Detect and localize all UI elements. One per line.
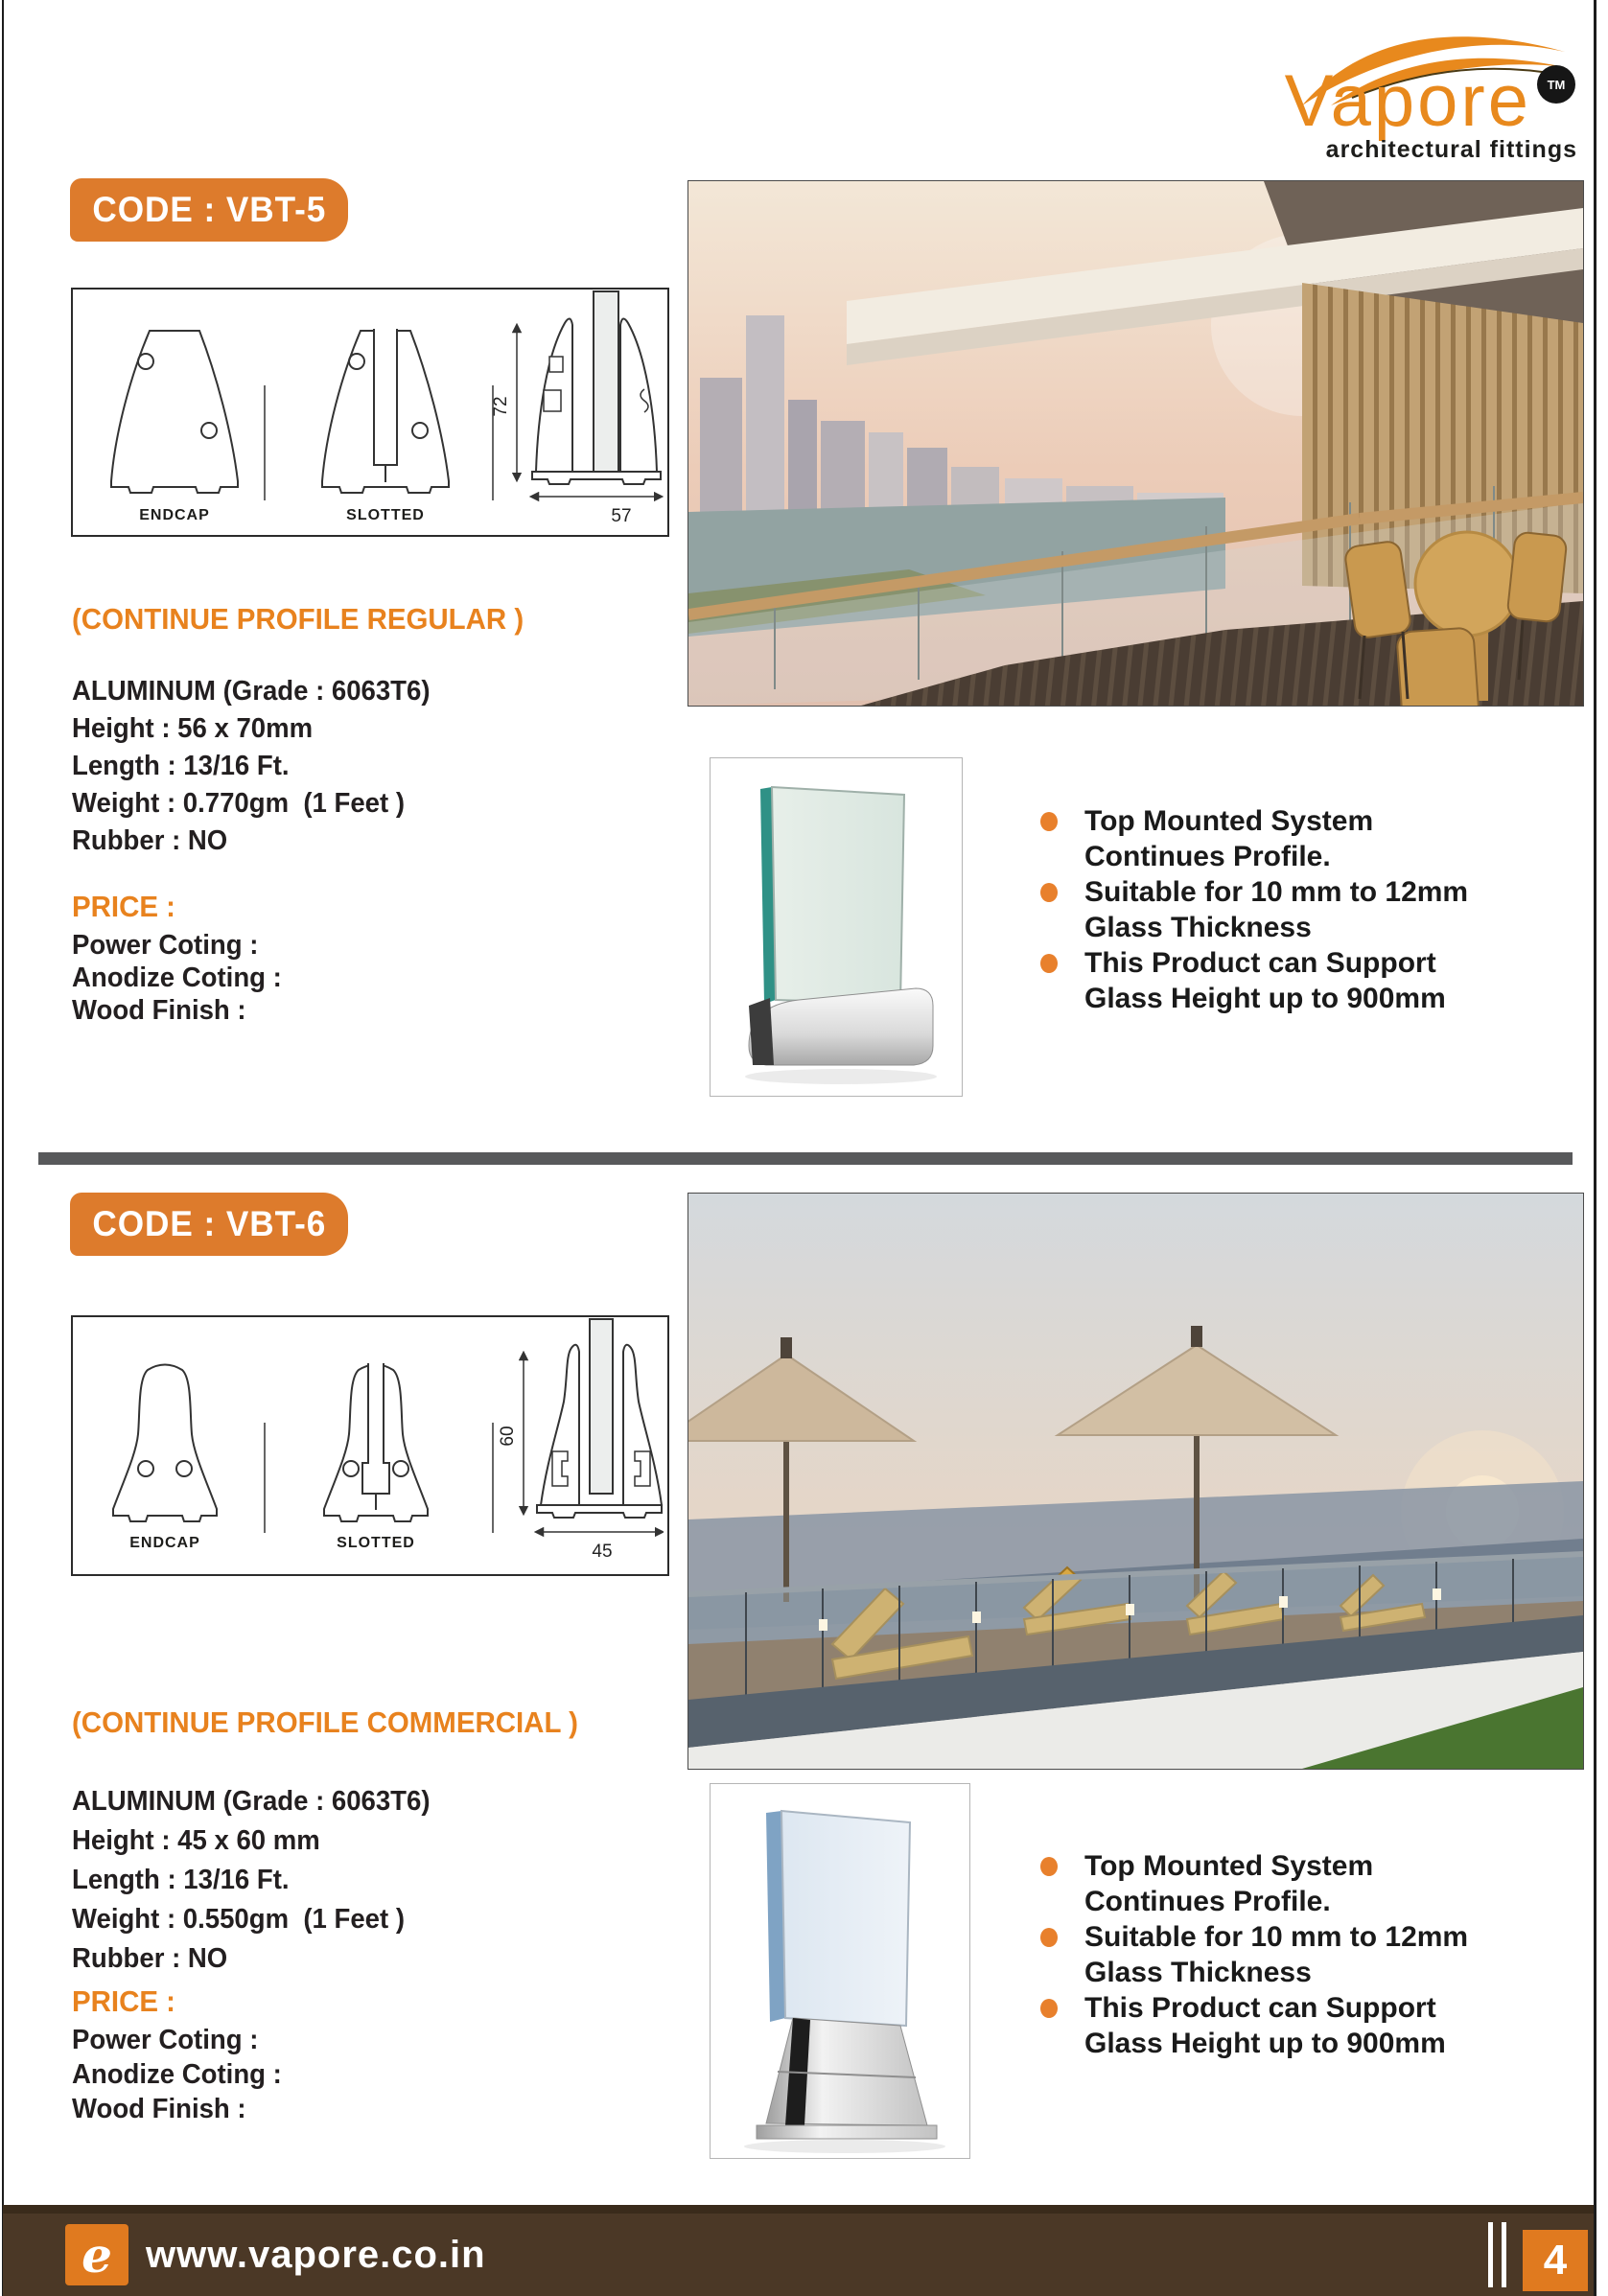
price-anodize-vbt5: Anodize Coting : <box>72 962 282 993</box>
feature-line: Top Mounted System <box>1084 1850 1374 1882</box>
technical-drawing-vbt5 <box>71 288 669 537</box>
profile-heading-vbt5: (CONTINUE PROFILE REGULAR ) <box>72 602 524 636</box>
cross-section-drawing <box>498 1319 662 1562</box>
code-badge-vbt6 <box>70 1193 348 1256</box>
brand-tagline: architectural fittings <box>1325 136 1577 163</box>
profile-heading-vbt6: (CONTINUE PROFILE COMMERCIAL ) <box>72 1705 578 1739</box>
spec-rubber-vbt5: Rubber : NO <box>72 825 228 856</box>
feature-list-vbt6 <box>1040 1848 1558 2061</box>
feature-list-vbt5 <box>1040 803 1558 1016</box>
spec-material-vbt5: ALUMINUM (Grade : 6063T6) <box>72 676 431 707</box>
price-anodize-vbt6: Anodize Coting : <box>72 2059 282 2090</box>
brand-name: Vapore <box>1284 60 1531 142</box>
page-number-badge: 4 <box>1523 2230 1588 2291</box>
spec-height-vbt5: Height : 56 x 70mm <box>72 713 314 744</box>
price-wood-vbt6: Wood Finish : <box>72 2094 246 2124</box>
price-power-vbt5: Power Coting : <box>72 930 259 961</box>
feature-line: Glass Height up to 900mm <box>1084 983 1446 1014</box>
feature-line: Glass Height up to 900mm <box>1084 2028 1446 2059</box>
feature-line: This Product can Support <box>1084 1992 1436 2024</box>
feature-item <box>1040 874 1558 945</box>
bullet-icon <box>1040 883 1058 902</box>
page-left-border <box>2 0 4 2296</box>
footer-top-strip <box>3 2205 1594 2214</box>
footer-divider-bar <box>1488 2222 1493 2287</box>
endcap-drawing <box>111 331 238 493</box>
product-photo-vbt5 <box>710 757 963 1097</box>
tm-icon: TM <box>1537 65 1575 104</box>
spec-height-vbt6: Height : 45 x 60 mm <box>72 1825 320 1856</box>
feature-item <box>1040 945 1558 1016</box>
spec-rubber-vbt6: Rubber : NO <box>72 1943 228 1974</box>
bullet-icon <box>1040 1999 1058 2018</box>
bullet-icon <box>1040 954 1058 973</box>
price-power-vbt6: Power Coting : <box>72 2025 259 2055</box>
bullet-icon <box>1040 812 1058 831</box>
code-badge-vbt5-label: CODE : VBT-5 <box>92 190 326 229</box>
feature-line: Continues Profile. <box>1084 1886 1331 1917</box>
endcap-label-vbt5: ENDCAP <box>139 507 210 523</box>
price-label-vbt5: PRICE : <box>72 890 176 923</box>
spec-material-vbt6: ALUMINUM (Grade : 6063T6) <box>72 1786 431 1817</box>
slotted-label-vbt5: SLOTTED <box>346 507 425 523</box>
code-badge-vbt5 <box>70 178 348 242</box>
application-photo-vbt5 <box>687 180 1584 707</box>
slotted-label-vbt6: SLOTTED <box>337 1535 415 1551</box>
dim-width-vbt6: 45 <box>592 1542 613 1562</box>
slotted-drawing <box>322 329 449 493</box>
cross-section-drawing <box>491 291 661 526</box>
technical-drawing-vbt6 <box>71 1315 669 1576</box>
spec-length-vbt6: Length : 13/16 Ft. <box>72 1865 290 1895</box>
code-badge-vbt6-label: CODE : VBT-6 <box>92 1204 326 1243</box>
price-label-vbt6: PRICE : <box>72 1984 176 2018</box>
feature-item <box>1040 1919 1558 1990</box>
footer-divider-bar <box>1502 2222 1506 2287</box>
footer-website: www.vapore.co.in <box>146 2234 486 2276</box>
bullet-icon <box>1040 1928 1058 1947</box>
slotted-drawing <box>324 1363 428 1521</box>
feature-line: Top Mounted System <box>1084 805 1374 837</box>
section-divider <box>38 1152 1573 1165</box>
feature-line: Suitable for 10 mm to 12mm <box>1084 876 1469 908</box>
feature-line: This Product can Support <box>1084 947 1436 979</box>
page-right-border <box>1594 0 1596 2296</box>
feature-item <box>1040 1990 1558 2061</box>
spec-weight-vbt5: Weight : 0.770gm (1 Feet ) <box>72 788 406 819</box>
feature-line: Glass Thickness <box>1084 912 1312 943</box>
brand-logo <box>1194 19 1577 173</box>
dim-height-vbt6: 60 <box>498 1426 518 1447</box>
spec-length-vbt5: Length : 13/16 Ft. <box>72 751 290 781</box>
dim-height-vbt5: 72 <box>491 396 511 417</box>
dim-width-vbt5: 57 <box>611 506 632 526</box>
feature-line: Glass Thickness <box>1084 1957 1312 1988</box>
feature-line: Continues Profile. <box>1084 841 1331 872</box>
endcap-label-vbt6: ENDCAP <box>129 1535 200 1551</box>
feature-item <box>1040 1848 1558 1919</box>
endcap-drawing <box>113 1365 217 1522</box>
feature-item <box>1040 803 1558 874</box>
browser-e-icon: e <box>65 2224 128 2285</box>
bullet-icon <box>1040 1857 1058 1876</box>
spec-weight-vbt6: Weight : 0.550gm (1 Feet ) <box>72 1904 406 1935</box>
price-wood-vbt5: Wood Finish : <box>72 995 246 1026</box>
application-photo-vbt6 <box>687 1193 1584 1770</box>
product-photo-vbt6 <box>710 1783 970 2159</box>
feature-line: Suitable for 10 mm to 12mm <box>1084 1921 1469 1953</box>
